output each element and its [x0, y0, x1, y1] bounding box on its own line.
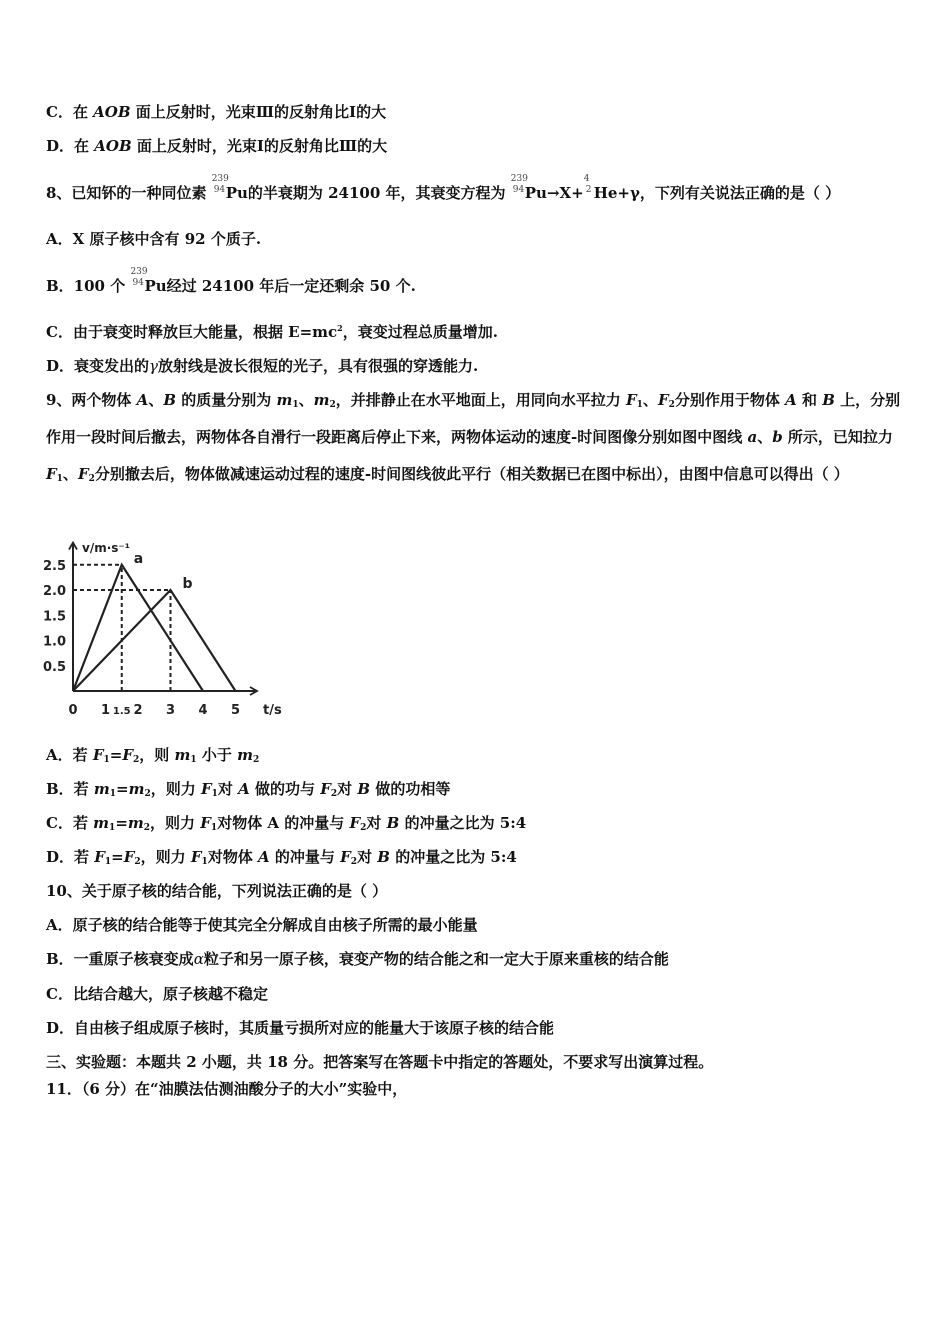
- pu-nuclide-notation: 239 94: [130, 267, 148, 288]
- y-axis-label: v/m·s⁻¹: [82, 541, 130, 555]
- y-tick-label: 1.0: [42, 634, 66, 650]
- x-axis-label: t/s: [263, 703, 282, 718]
- q8-stem: 8、已知钚的一种同位素 239 94 Pu的半衰期为 24100 年，其衰变方程为 239 94 Pu→X+ 4 2 He+γ，下列有关说法正确的是（ ）: [46, 174, 841, 202]
- q9-option-d: D．若 $F_1=F_2$，则力 $F_1$对物体 A 的冲量与 $F_2$对 B 的冲量之比为 5:4: [46, 848, 517, 867]
- x-tick-label: 5: [230, 703, 241, 718]
- y-tick-label: 2.5: [42, 558, 66, 574]
- series-b-label: b: [182, 576, 193, 592]
- q8-option-c: C．由于衰变时释放巨大能量，根据 $E=mc^2$，衰变过程总质量增加.: [46, 323, 498, 341]
- y-tick-label: 2.0: [42, 584, 66, 599]
- pu-nuclide-notation: 239 94: [510, 174, 528, 195]
- x-tick-label: 4: [198, 703, 208, 718]
- q10-option-b: B．一重原子核衰变成α粒子和另一原子核，衰变产物的结合能之和一定大于原来重核的结合能: [46, 950, 669, 968]
- q9-stem: 9、两个物体 A、B 的质量分别为 $m_1$、$m_2$，并排静止在水平地面上，用同向水平拉力 $F_1$、$F_2$分别作用于物体 A 和 B 上，分别作用一段时间后撤去，两物体各自滑行一段距离后停止下来，两物体运动的速度-时间图像分别如图中图线 a、b 所示，已知拉力 $F_1$、$F_2$分别撤去后，物体做减速运动过程的速度-时间图线彼此平行（相关数据已在图中标出），由图中信息可以得出（ ）: [46, 391, 901, 484]
- q11-stem: 11．（6 分）在“油膜法估测油酸分子的大小”实验中，: [46, 1080, 408, 1098]
- q9-option-b: B．若 $m_1=m_2$，则力 $F_1$对 A 做的功与 $F_2$对 B 做的功相等: [46, 780, 451, 799]
- pu-nuclide-notation: 239 94: [211, 174, 229, 195]
- q10-option-c: C．比结合越大，原子核越不稳定: [46, 985, 268, 1003]
- q10-option-a: A．原子核的结合能等于使其完全分解成自由核子所需的最小能量: [46, 916, 478, 934]
- q8-option-d: D．衰变发出的γ放射线是波长很短的光子，具有很强的穿透能力.: [46, 357, 479, 375]
- section-3-heading: 三、实验题：本题共 2 小题，共 18 分。把答案写在答题卡中指定的答题处，不要求写出演算过程。: [46, 1053, 714, 1071]
- y-tick-label: 0.5: [42, 659, 66, 675]
- x-tick-label: 0: [68, 703, 78, 718]
- y-tick-label: 1.5: [42, 609, 66, 625]
- q9-option-c: C．若 $m_1=m_2$，则力 $F_1$对物体 A 的冲量与 $F_2$对 B 的冲量之比为 5:4: [46, 814, 527, 833]
- q10-stem: 10、关于原子核的结合能，下列说法正确的是（ ）: [46, 882, 388, 900]
- x-tick-label: 3: [165, 703, 176, 718]
- x-tick-label: 1: [100, 703, 111, 718]
- q10-option-d: D．自由核子组成原子核时，其质量亏损所对应的能量大于该原子核的结合能: [46, 1019, 555, 1037]
- q9-option-a: A．若 $F_1=F_2$，则 $m_1$ 小于 $m_2$: [46, 746, 260, 765]
- x-tick-label: 2: [133, 703, 143, 718]
- q7-option-d: D．在 AOB 面上反射时，光束Ⅰ的反射角比Ⅲ的大: [46, 137, 388, 155]
- q8-option-a: A．X 原子核中含有 92 个质子.: [46, 230, 262, 248]
- q7-option-c: C．在 AOB 面上反射时，光束Ⅲ的反射角比Ⅰ的大: [46, 103, 387, 121]
- velocity-time-graph: [42, 534, 282, 724]
- he-nuclide-notation: 4 2: [583, 174, 592, 195]
- series-a-label: a: [133, 550, 144, 567]
- x-tick-label: 1.5: [112, 706, 131, 717]
- q8-option-b: B．100 个 239 94 Pu经过 24100 年后一定还剩余 50 个.: [46, 267, 416, 295]
- series-b-line: [73, 590, 236, 691]
